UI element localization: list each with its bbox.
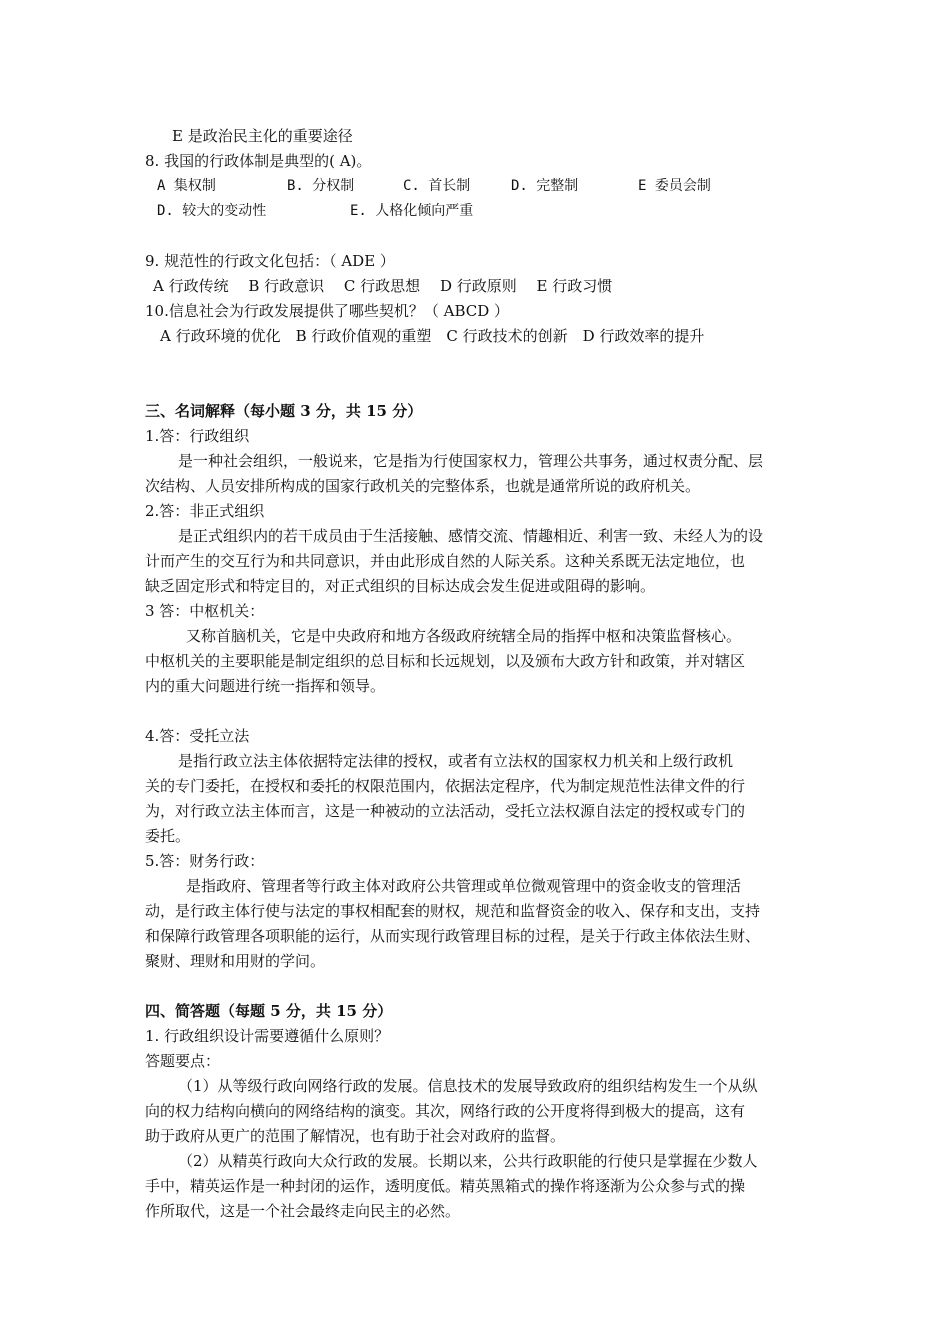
term3-line: 内的重大问题进行统一指挥和领导。: [145, 677, 386, 695]
term5-line: 和保障行政管理各项职能的运行，从而实现行政管理目标的过程，是关于行政主体依法生财、: [145, 927, 761, 945]
term3-line: 中枢机关的主要职能是制定组织的总目标和长远规划，以及颁布大政方针和政策，并对辖区: [145, 652, 746, 670]
q8-option-e: E 委员会制: [638, 178, 711, 194]
term4-heading: 4.答：受托立法: [145, 727, 250, 745]
q10-options: A 行政环境的优化 B 行政价值观的重塑 C 行政技术的创新 D 行政效率的提升: [160, 327, 705, 345]
q8-option-d2: D. 较大的变动性: [157, 203, 267, 219]
q8-stem: 8. 我国的行政体制是典型的( A)。: [145, 152, 372, 170]
term3-line: 又称首脑机关，它是中央政府和地方各级政府统辖全局的指挥中枢和决策监督核心。: [186, 627, 742, 645]
answer-point-1-line: 向的权力结构向横向的网络结构的演变。其次，网络行政的公开度将得到极大的提高，这有: [145, 1102, 746, 1120]
answer-point-1-line: 助于政府从更广的范围了解情况，也有助于社会对政府的监督。: [145, 1127, 566, 1145]
term2-heading: 2.答：非正式组织: [145, 502, 265, 520]
answer-point-2-line: 作所取代，这是一个社会最终走向民主的必然。: [145, 1202, 461, 1220]
term5-line: 动，是行政主体行使与法定的事权相配套的财权，规范和监督资金的收入、保存和支出，支持: [145, 902, 761, 920]
q8-option-d: D. 完整制: [511, 178, 579, 194]
term3-heading: 3 答：中枢机关：: [145, 602, 265, 620]
q7-option-e: E 是政治民主化的重要途径: [172, 127, 353, 145]
term1-heading: 1.答：行政组织: [145, 427, 250, 445]
term4-line: 委托。: [145, 827, 191, 845]
term4-line: 关的专门委托，在授权和委托的权限范围内，依据法定程序，代为制定规范性法律文件的行: [145, 777, 746, 795]
answer-points-label: 答题要点：: [145, 1052, 221, 1070]
q9-options: A 行政传统 B 行政意识 C 行政思想 D 行政原则 E 行政习惯: [153, 277, 613, 295]
term1-line: 次结构、人员安排所构成的国家行政机关的完整体系，也就是通常所说的政府机关。: [145, 477, 701, 495]
q10-stem: 10.信息社会为行政发展提供了哪些契机？（ ABCD ）: [145, 302, 510, 320]
q8-option-b: B. 分权制: [287, 178, 355, 194]
answer-point-1-line: （1）从等级行政向网络行政的发展。信息技术的发展导致政府的组织结构发生一个从纵: [178, 1077, 758, 1095]
section4-question-1: 1. 行政组织设计需要遵循什么原则？: [145, 1027, 390, 1045]
q8-option-e2: E. 人格化倾向严重: [350, 203, 474, 219]
term2-line: 缺乏固定形式和特定目的，对正式组织的目标达成会发生促进或阻碍的影响。: [145, 577, 656, 595]
term5-line: 聚财、理财和用财的学问。: [145, 952, 326, 970]
term4-line: 为，对行政立法主体而言，这是一种被动的立法活动，受托立法权源自法定的授权或专门的: [145, 802, 746, 820]
answer-point-2-line: 手中，精英运作是一种封闭的运作，透明度低。精英黑箱式的操作将逐渐为公众参与式的操: [145, 1177, 746, 1195]
term5-heading: 5.答：财务行政：: [145, 852, 265, 870]
term4-line: 是指行政立法主体依据特定法律的授权，或者有立法权的国家权力机关和上级行政机: [178, 752, 734, 770]
q9-stem: 9. 规范性的行政文化包括：（ ADE ）: [145, 252, 395, 270]
term5-line: 是指政府、管理者等行政主体对政府公共管理或单位微观管理中的资金收支的管理活: [186, 877, 742, 895]
q8-option-c: C. 首长制: [403, 178, 471, 194]
term1-line: 是一种社会组织，一般说来，它是指为行使国家权力，管理公共事务，通过权责分配、层: [178, 452, 764, 470]
section4-title: 四、简答题（每题 5 分，共 15 分）: [145, 1002, 393, 1020]
answer-point-2-line: （2）从精英行政向大众行政的发展。长期以来，公共行政职能的行使只是掌握在少数人: [178, 1152, 758, 1170]
term2-line: 是正式组织内的若干成员由于生活接触、感情交流、情趣相近、利害一致、未经人为的设: [178, 527, 764, 545]
term2-line: 计而产生的交互行为和共同意识，并由此形成自然的人际关系。这种关系既无法定地位，也: [145, 552, 746, 570]
section3-title: 三、名词解释（每小题 3 分，共 15 分）: [145, 402, 423, 420]
q8-option-a: A 集权制: [157, 178, 216, 194]
